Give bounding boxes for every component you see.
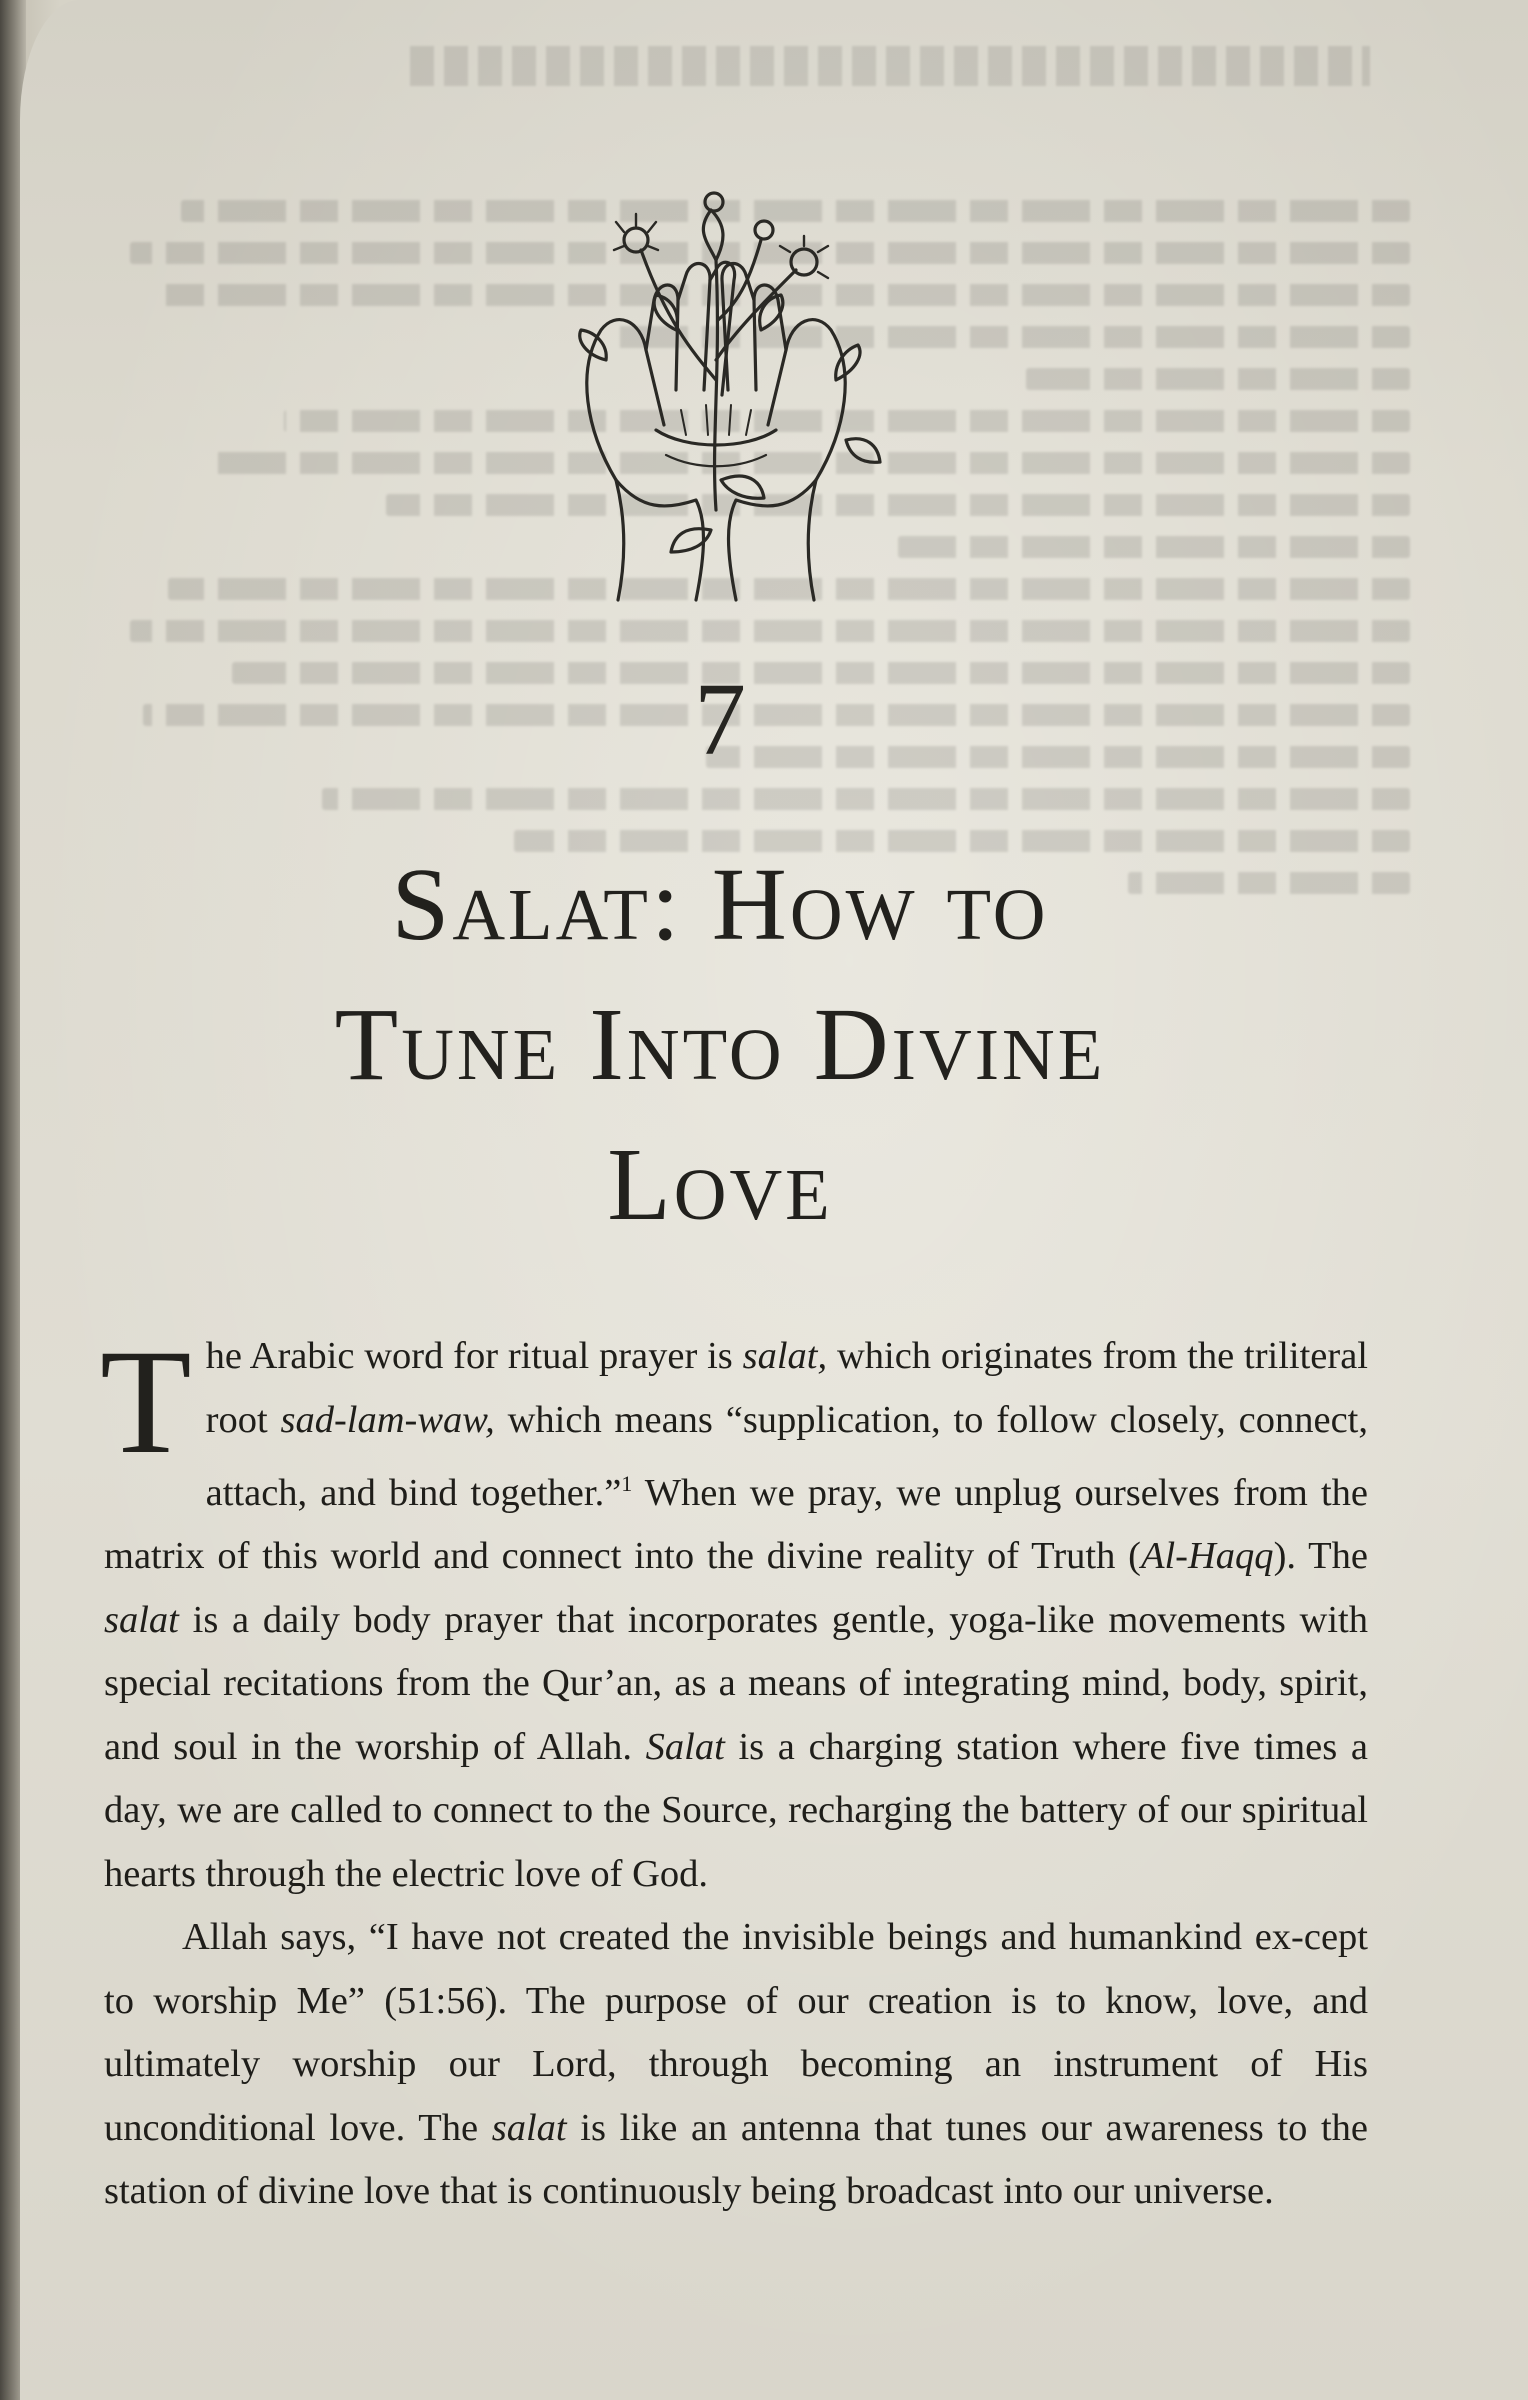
italic-term: salat, bbox=[742, 1335, 828, 1377]
text-run: he Arabic word for ritual prayer is bbox=[205, 1335, 743, 1377]
text-run: Allah says, “I have not created the invisible beings and humankind ex-cept to worship Me” (51:56). The purpose of our creation is to know, love, and ultimately worship our Lord, through becoming an instrument of His unconditional love. The bbox=[104, 1916, 1368, 2149]
praying-hands-with-flowers-icon bbox=[546, 180, 886, 610]
chapter-title bbox=[140, 835, 1300, 1255]
italic-term: sad-lam-waw, bbox=[280, 1398, 495, 1441]
chapter-title-line: Salat: How to bbox=[391, 847, 1049, 962]
show-through-running-head bbox=[410, 46, 1370, 86]
text-run: is a daily body prayer that incorporates gentle, yoga-like movements with special recitations from the Qur’an, as a means of integrating mind, body, spirit, and soul in the worship of Allah. bbox=[104, 1598, 1368, 1768]
italic-term: Salat bbox=[645, 1725, 725, 1768]
italic-term: salat bbox=[491, 2106, 567, 2149]
footnote-marker: 1 bbox=[621, 1471, 633, 1496]
chapter-number: 7 bbox=[694, 662, 746, 777]
drop-cap: T bbox=[100, 1319, 192, 1485]
text-run: When we pray, we unplug ourselves from the matrix of this world and connect into the divine reality of Truth ( bbox=[104, 1471, 1369, 1578]
text-run: which means “supplication, to follow closely, connect, attach, and bind together.” bbox=[205, 1398, 1368, 1514]
chapter-title-line: Tune Into Divine bbox=[334, 987, 1106, 1102]
text-run: is a charging station where five times a day, we are called to connect to the Source, recharging the battery of our spiritual hearts through the electric love of God. bbox=[104, 1725, 1368, 1895]
paragraph-1 bbox=[100, 1319, 1369, 1906]
chapter-title-line: Love bbox=[607, 1127, 833, 1242]
text-run: ). The bbox=[1273, 1535, 1368, 1578]
text-run: is like an antenna that tunes our awareness to the station of divine love that is continuously being broadcast into our universe. bbox=[104, 2106, 1368, 2213]
book-page bbox=[20, 0, 1528, 2400]
italic-term: salat bbox=[104, 1598, 179, 1641]
italic-term: Al-Haqq bbox=[1140, 1535, 1274, 1578]
paragraph-2 bbox=[104, 1906, 1368, 2224]
text-run: which originates from the triliteral root bbox=[205, 1335, 1368, 1441]
body-text bbox=[100, 1319, 1369, 2224]
